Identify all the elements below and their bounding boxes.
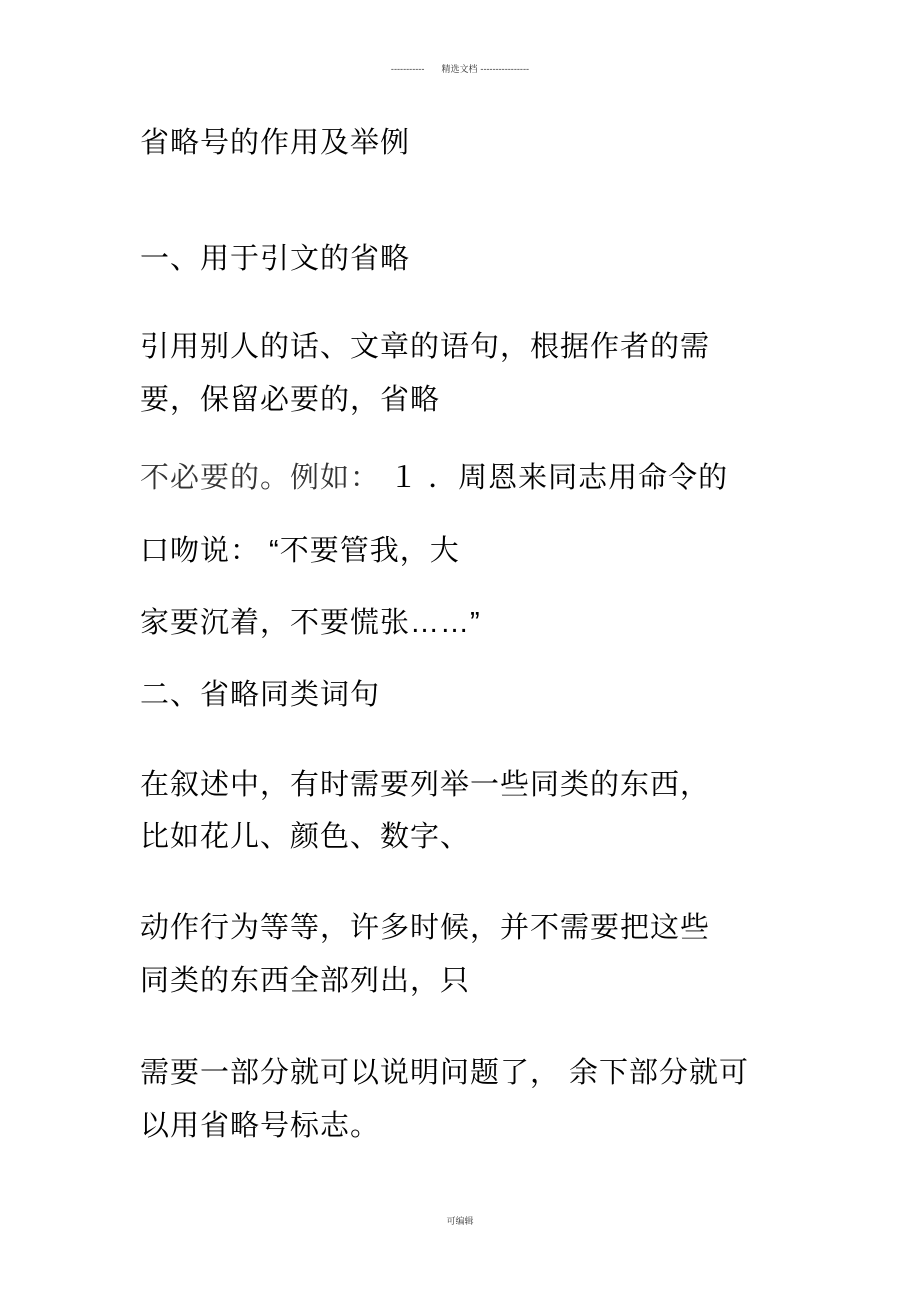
page-header: ----------- 精选文档 ---------------- — [390, 65, 530, 75]
example-text: １ ．周恩来同志用命令的 — [380, 462, 729, 494]
paragraph-line: 需要一部分就可以说明问题了， 余下部分就可 — [140, 1057, 750, 1089]
paragraph-line: 以用省略号标志。 — [140, 1110, 381, 1142]
example-intro: 不必要的。例如： — [140, 460, 381, 494]
paragraph-line: 家要沉着，不要慌张……” — [140, 607, 481, 639]
paragraph-line: 同类的东西全部列出，只 — [140, 965, 471, 997]
section1-heading: 一、用于引文的省略 — [140, 243, 411, 275]
paragraph-line: 口吻说： “不要管我，大 — [140, 535, 460, 567]
paragraph-line: 动作行为等等，许多时候，并不需要把这些 — [140, 912, 711, 944]
paragraph-line: 要，保留必要的，省略 — [140, 384, 441, 416]
paragraph-line — [140, 455, 728, 496]
section2-heading: 二、省略同类词句 — [140, 679, 381, 711]
page-footer: 可编辑 — [446, 1217, 474, 1227]
paragraph-line: 在叙述中，有时需要列举一些同类的东西， — [140, 769, 711, 801]
document-title: 省略号的作用及举例 — [140, 127, 411, 159]
paragraph-line: 比如花儿、颜色、数字、 — [140, 821, 471, 853]
paragraph-line: 引用别人的话、文章的语句，根据作者的需 — [140, 331, 711, 363]
